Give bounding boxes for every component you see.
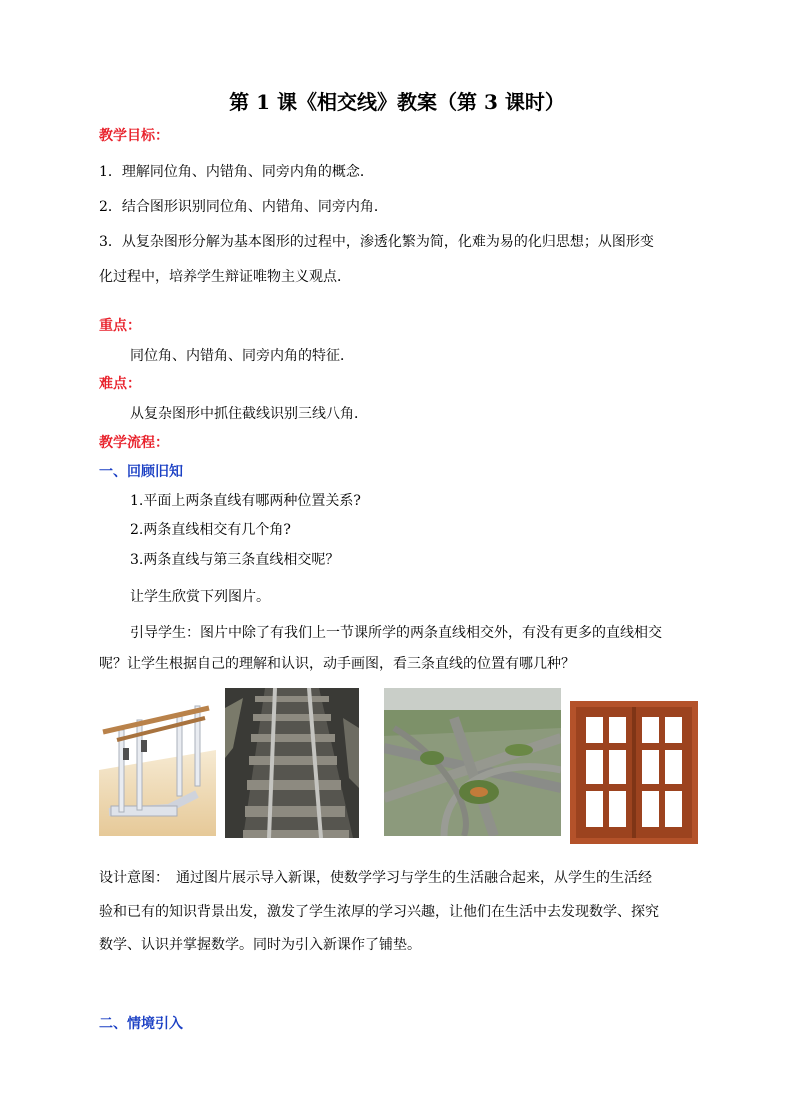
guide-text-line2: 呢？让学生根据自己的理解和认识，动手画图，看三条直线的位置有哪几种？ <box>99 656 575 672</box>
parallel-bars-photo <box>99 700 216 836</box>
appreciate-text: 让学生欣赏下列图片。 <box>130 589 270 605</box>
railway-track-photo <box>225 688 359 838</box>
process-heading: 教学流程： <box>99 435 169 451</box>
page-title: 第 1 课《相交线》教案（第 3 课时） <box>229 90 565 114</box>
objective-item-3: 3．从复杂图形分解为基本图形的过程中，渗透化繁为简，化难为易的化归思想；从图形变 <box>99 234 654 250</box>
design-intent-line2: 验和已有的知识背景出发，激发了学生浓厚的学习兴趣，让他们在生活中去发现数学、探究 <box>99 904 659 920</box>
guide-text-line1: 引导学生：图片中除了有我们上一节课所学的两条直线相交外，有没有更多的直线相交 <box>130 625 662 641</box>
key-point-heading: 重点： <box>99 318 141 334</box>
section2-heading: 二、情境引入 <box>99 1016 183 1032</box>
objective-item-1: 1．理解同位角、内错角、同旁内角的概念． <box>99 164 374 180</box>
review-question-2: 2.两条直线相交有几个角? <box>130 522 291 538</box>
highway-interchange-photo <box>384 688 561 836</box>
design-intent-line1: 设计意图： 通过图片展示导入新课，使数学学习与学生的生活融合起来，从学生的生活经 <box>99 870 652 886</box>
design-intent-line3: 数学、认识并掌握数学。同时为引入新课作了铺垫。 <box>99 937 421 953</box>
objective-item-3-cont: 化过程中，培养学生辩证唯物主义观点． <box>99 269 351 285</box>
objectives-heading: 教学目标： <box>99 128 169 144</box>
wooden-window-photo <box>570 701 698 844</box>
review-question-3: 3.两条直线与第三条直线相交呢？ <box>130 552 340 568</box>
difficulty-heading: 难点： <box>99 376 141 392</box>
review-question-1: 1.平面上两条直线有哪两种位置关系? <box>130 493 361 509</box>
difficulty-text: 从复杂图形中抓住截线识别三线八角． <box>130 406 368 422</box>
objective-item-2: 2．结合图形识别同位角、内错角、同旁内角． <box>99 199 388 215</box>
section1-heading: 一、回顾旧知 <box>99 464 183 480</box>
key-point-text: 同位角、内错角、同旁内角的特征． <box>130 348 354 364</box>
